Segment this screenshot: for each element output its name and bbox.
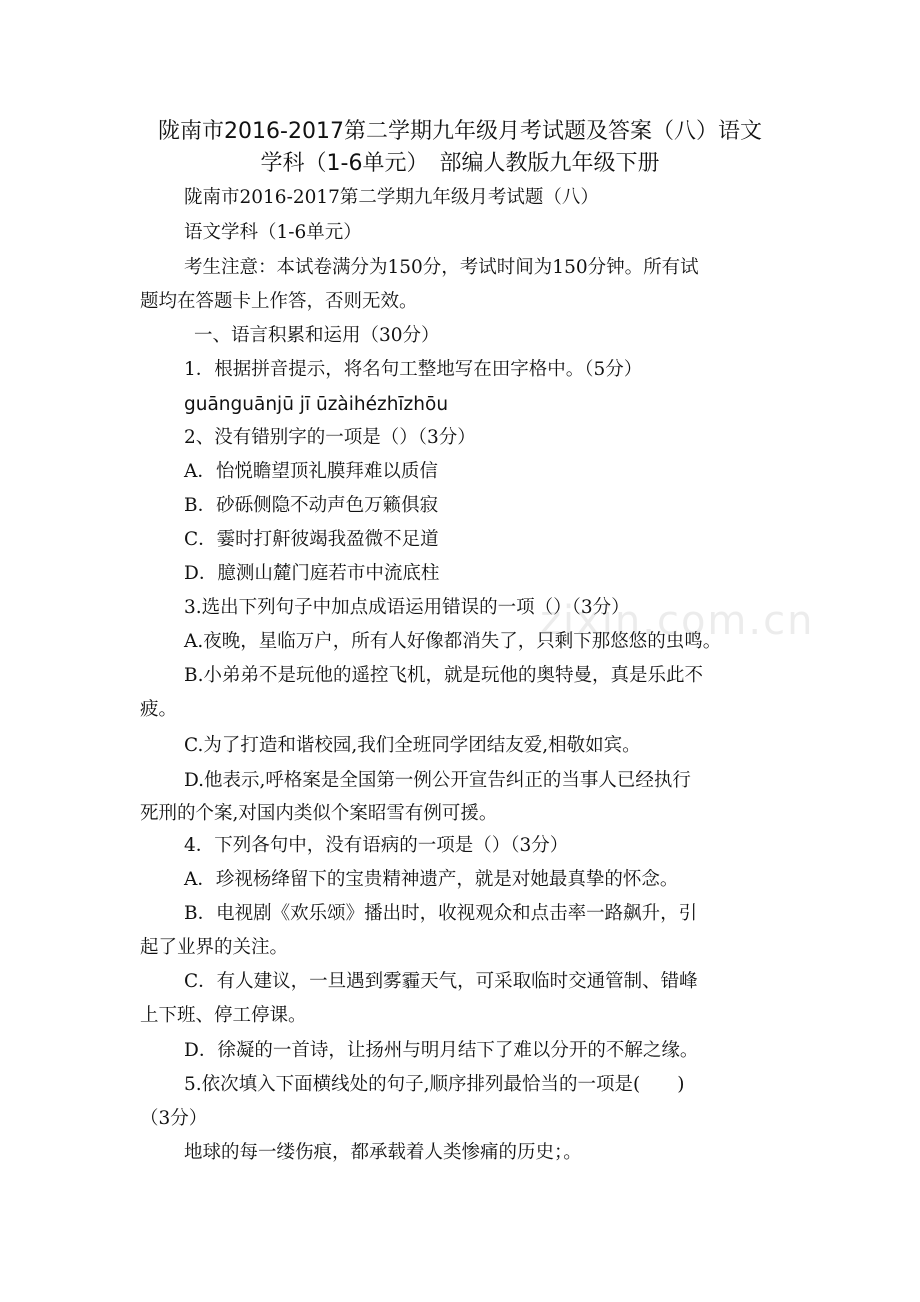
question-2-option-a: A．怡悦瞻望顶礼膜拜难以质信	[184, 461, 438, 482]
question-2-option-c: C．霎时打鼾彼竭我盈微不足道	[184, 529, 439, 550]
question-1-pinyin: guānguānjū jī ūzàihézhīzhōu	[184, 394, 449, 415]
question-4: 4．下列各句中，没有语病的一项是（）（3分）	[184, 835, 569, 856]
question-1: 1．根据拼音提示，将名句工整地写在田字格中。（5分）	[184, 359, 643, 380]
question-4-option-d: D．徐凝的一首诗，让扬州与明月结下了难以分开的不解之缘。	[184, 1040, 699, 1061]
subtitle-exam: 陇南市2016-2017第二学期九年级月考试题（八）	[184, 187, 599, 208]
question-3-option-d-line-2: 死刑的个案,对国内类似个案昭雪有例可援。	[140, 803, 498, 824]
notice-line-1: 考生注意：本试卷满分为150分，考试时间为150分钟。所有试	[184, 257, 699, 278]
question-3-option-c: C.为了打造和谐校园,我们全班同学团结友爱,相敬如宾。	[184, 735, 641, 756]
notice-line-2: 题均在答题卡上作答，否则无效。	[140, 291, 418, 312]
watermark: zixin.com.cn	[540, 598, 815, 644]
question-2-option-d: D．臆测山麓门庭若市中流底柱	[184, 563, 440, 584]
question-4-option-b-line-1: B．电视剧《欢乐颂》播出时，收视观众和点击率一路飙升，引	[184, 903, 698, 924]
question-5-line-1: 5.依次填入下面横线处的句子,顺序排列最恰当的一项是( )	[184, 1074, 685, 1095]
question-5-text: 地球的每一缕伤痕，都承载着人类惨痛的历史；。	[184, 1142, 582, 1163]
document-title-line-2: 学科（1-6单元） 部编人教版九年级下册	[260, 151, 660, 176]
section-heading: 一、语言积累和运用（30分）	[194, 325, 440, 346]
question-2: 2、没有错别字的一项是（）（3分）	[184, 427, 476, 448]
question-3: 3.选出下列句子中加点成语运用错误的一项（）（3分）	[184, 597, 630, 618]
question-3-option-d-line-1: D.他表示,呼格案是全国第一例公开宣告纠正的当事人已经执行	[184, 770, 691, 791]
question-4-option-c-line-1: C．有人建议，一旦遇到雾霾天气，可采取临时交通管制、错峰	[184, 971, 698, 992]
question-2-option-b: B．砂砾侧隐不动声色万籁俱寂	[184, 495, 439, 516]
question-4-option-a: A．珍视杨绛留下的宝贵精神遗产，就是对她最真挚的怀念。	[184, 869, 679, 890]
subtitle-subject: 语文学科（1-6单元）	[184, 222, 362, 243]
question-5-line-2: （3分）	[140, 1108, 208, 1129]
document-title-line-1: 陇南市2016-2017第二学期九年级月考试题及答案（八）语文	[158, 119, 762, 144]
question-3-option-b-line-1: B.小弟弟不是玩他的遥控飞机，就是玩他的奥特曼，真是乐此不	[184, 665, 703, 686]
question-4-option-c-line-2: 上下班、停工停课。	[140, 1005, 307, 1026]
question-3-option-b-line-2: 疲。	[140, 699, 178, 720]
question-3-option-a: A.夜晚，星临万户，所有人好像都消失了，只剩下那悠悠的虫鸣。	[184, 631, 722, 652]
question-4-option-b-line-2: 起了业界的关注。	[140, 937, 289, 958]
